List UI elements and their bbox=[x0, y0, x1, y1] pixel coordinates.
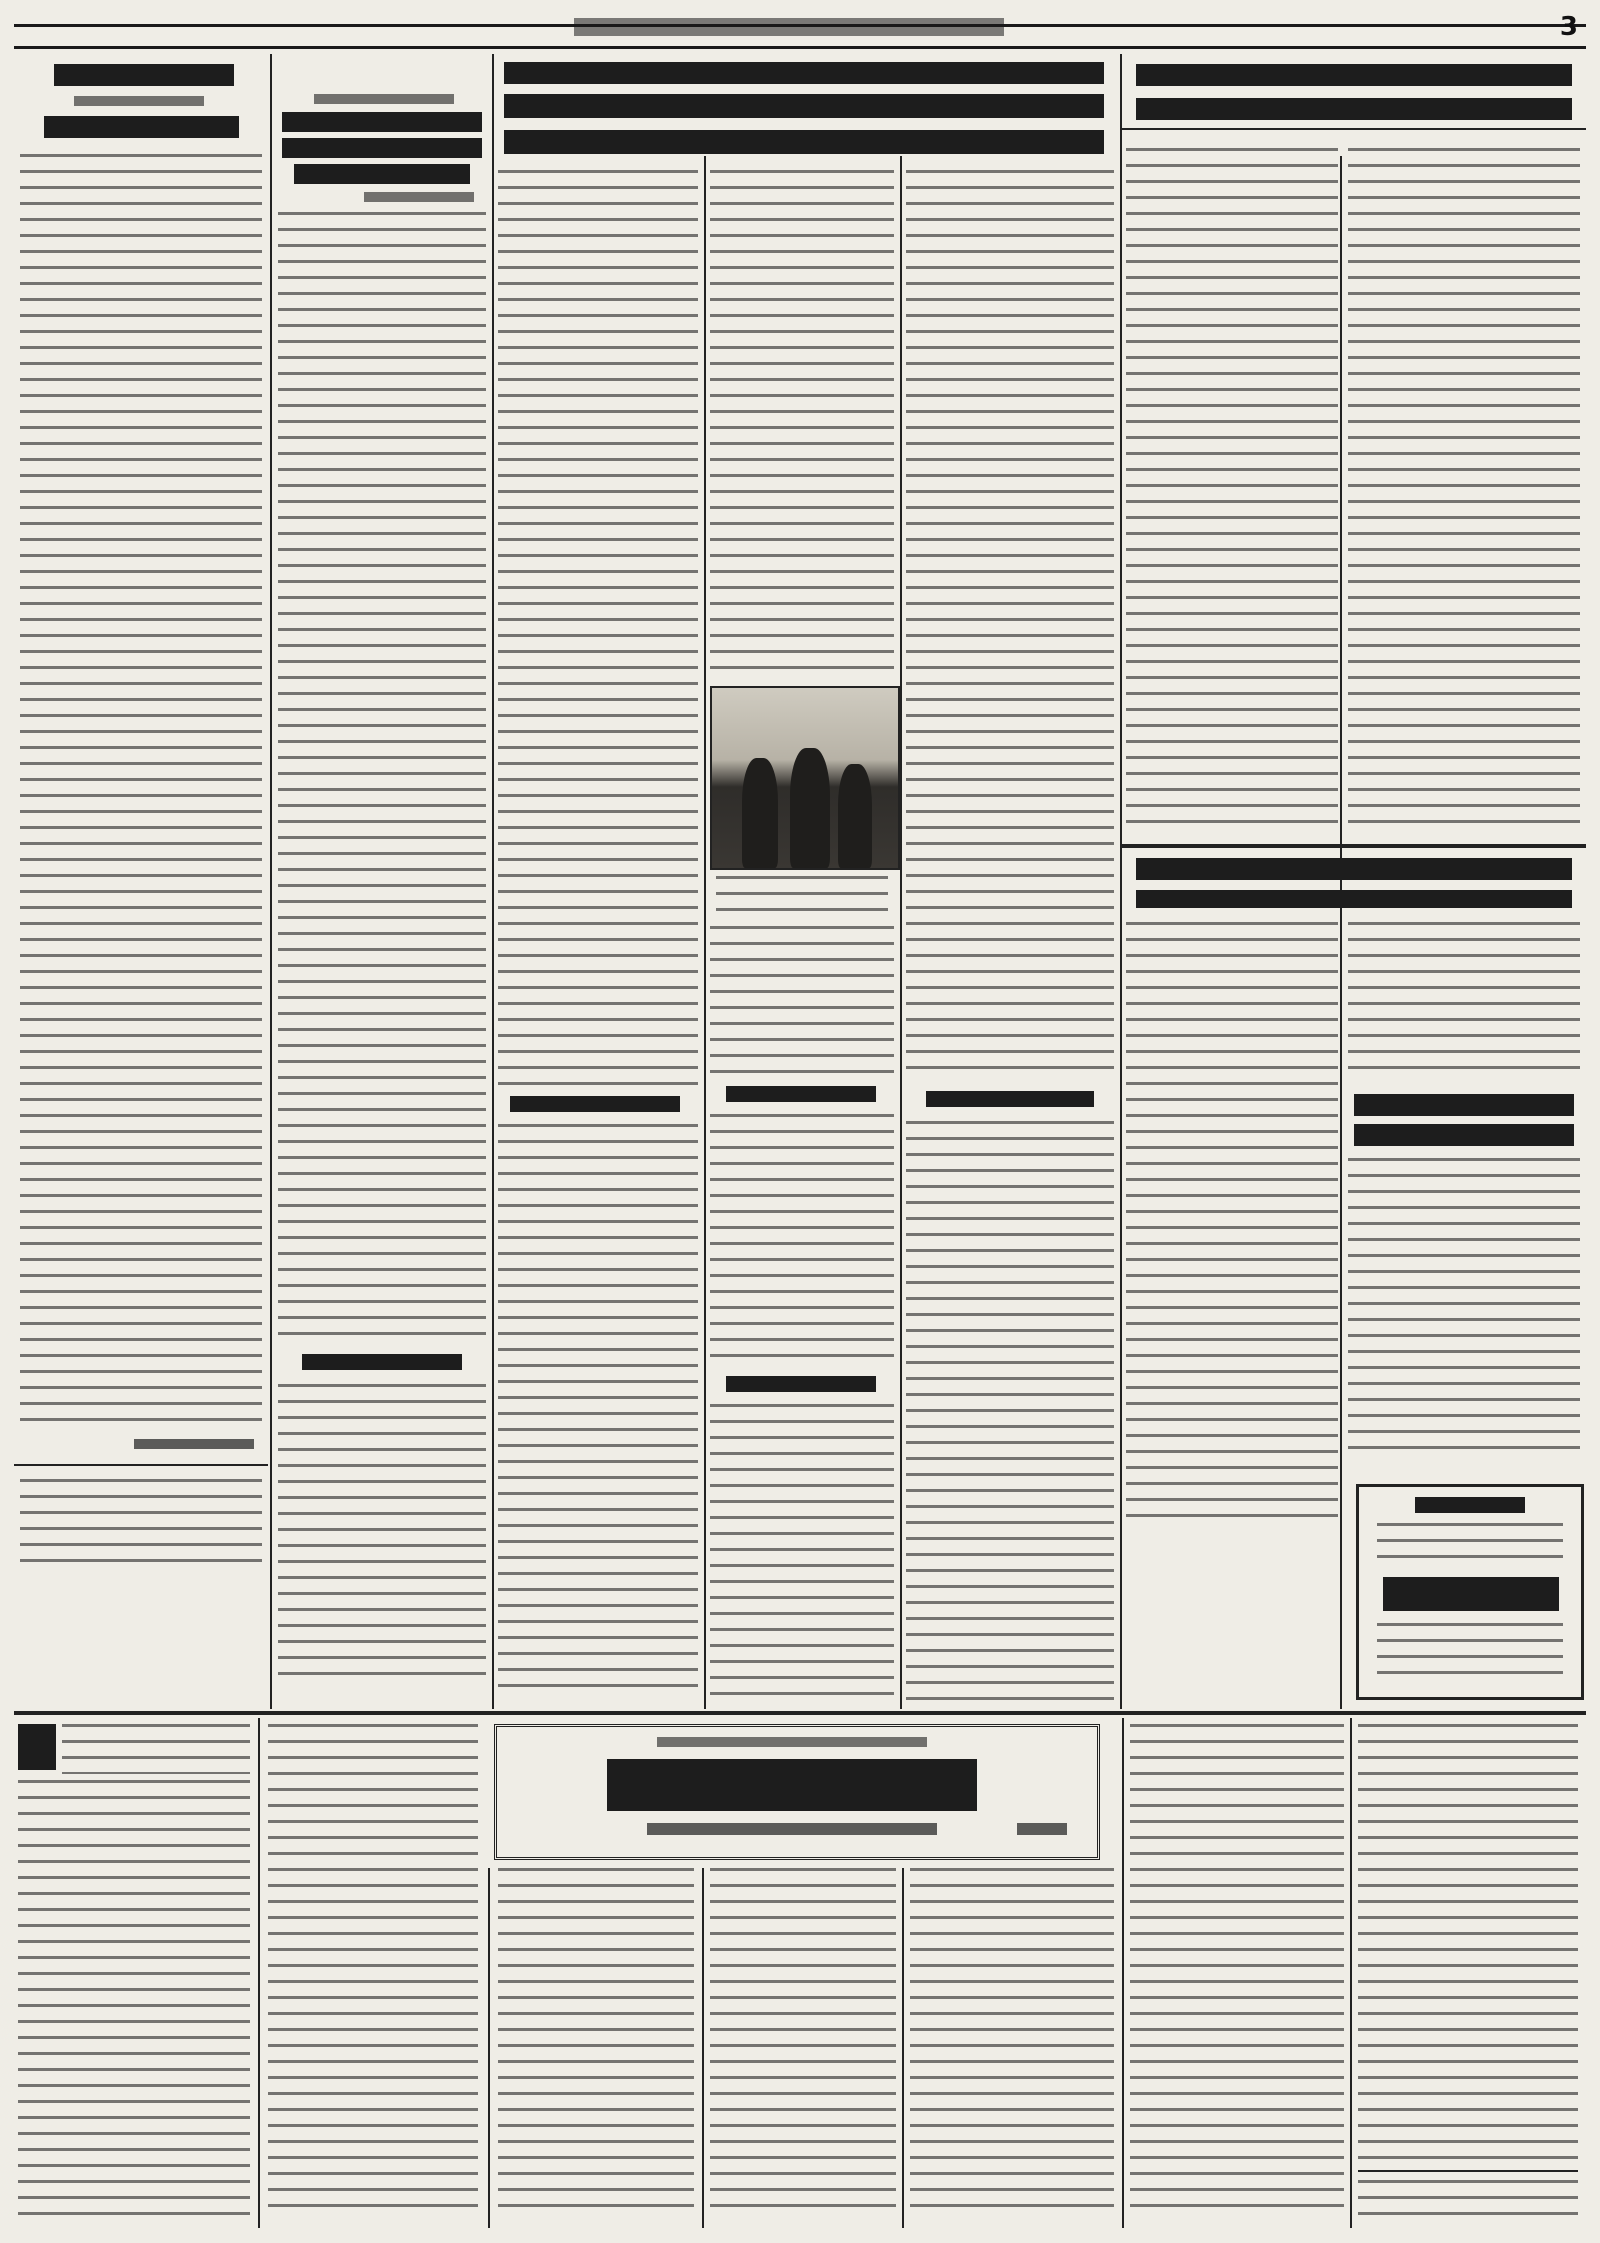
ad-text bbox=[1377, 1523, 1563, 1563]
section-heading bbox=[54, 64, 234, 86]
article-text bbox=[20, 154, 262, 1424]
headline-line bbox=[504, 130, 1104, 154]
headline-line bbox=[504, 62, 1104, 84]
photo-figure bbox=[838, 764, 872, 868]
subheading bbox=[510, 1096, 680, 1112]
photo-caption bbox=[716, 876, 888, 916]
divider bbox=[1122, 128, 1586, 130]
divider bbox=[1122, 844, 1586, 848]
serial-kicker bbox=[657, 1737, 927, 1747]
serial-title bbox=[607, 1759, 977, 1811]
serial-story-section bbox=[14, 1718, 1586, 2234]
divider bbox=[14, 1464, 268, 1466]
article-headline bbox=[1354, 1094, 1574, 1116]
story-text bbox=[1130, 1724, 1344, 2220]
newspaper-page bbox=[14, 6, 1586, 2234]
article-headline bbox=[1354, 1124, 1574, 1146]
column-rule bbox=[1350, 1718, 1352, 2228]
article-text bbox=[1348, 148, 1580, 828]
story-text bbox=[62, 1724, 250, 1774]
column-rule bbox=[258, 1718, 260, 2228]
article-column-4 bbox=[706, 166, 898, 1706]
article-byline bbox=[364, 192, 474, 202]
divider bbox=[1358, 2170, 1578, 2172]
divider bbox=[14, 1711, 1586, 1715]
headline-line bbox=[504, 94, 1104, 118]
article-text bbox=[498, 170, 698, 1090]
banner-headline bbox=[494, 54, 1118, 164]
article-subheadline bbox=[1136, 890, 1572, 908]
serial-banner bbox=[494, 1724, 1100, 1860]
masthead-title bbox=[574, 18, 1004, 36]
article-column-5 bbox=[902, 166, 1118, 1706]
page-number: 3 bbox=[1559, 12, 1578, 42]
article-text bbox=[906, 170, 1114, 1080]
article-kicker bbox=[314, 94, 454, 104]
article-text bbox=[278, 212, 486, 1342]
serial-number bbox=[1017, 1823, 1067, 1835]
article-headline bbox=[1136, 858, 1572, 880]
column-rule bbox=[902, 1868, 904, 2228]
article-column-2 bbox=[274, 54, 490, 1709]
article-headline bbox=[282, 112, 482, 132]
ad-heading bbox=[1415, 1497, 1525, 1513]
subheading bbox=[926, 1091, 1094, 1107]
article-headline bbox=[282, 138, 482, 158]
article-headline bbox=[1136, 64, 1572, 86]
article-text bbox=[710, 1404, 894, 1699]
ad-name bbox=[1383, 1577, 1559, 1611]
article-text bbox=[710, 1114, 894, 1364]
clinic-advertisement bbox=[1356, 1484, 1584, 1700]
article-text bbox=[710, 926, 894, 1076]
notice-text bbox=[1358, 2180, 1578, 2220]
news-photo bbox=[710, 686, 900, 870]
column-rule bbox=[1122, 1718, 1124, 2228]
article-headline bbox=[1136, 98, 1572, 120]
section-subheading bbox=[74, 96, 204, 106]
article-signature bbox=[134, 1439, 254, 1449]
ad-text bbox=[1377, 1623, 1563, 1683]
article-text bbox=[906, 1121, 1114, 1701]
notice-text bbox=[20, 1479, 262, 1569]
column-rule bbox=[270, 54, 272, 1709]
article-headline bbox=[294, 164, 470, 184]
article-text bbox=[1348, 922, 1580, 1082]
masthead bbox=[14, 6, 1586, 52]
story-text bbox=[1358, 1724, 1578, 2164]
story-text bbox=[18, 1780, 250, 2220]
article-column-1 bbox=[14, 54, 268, 1709]
article-headline bbox=[44, 116, 239, 138]
story-text bbox=[498, 1868, 694, 2218]
column-rule bbox=[702, 1868, 704, 2228]
masthead-rule bbox=[14, 46, 1586, 49]
serial-author bbox=[647, 1823, 937, 1835]
photo-figure bbox=[790, 748, 830, 868]
subheading bbox=[302, 1354, 462, 1370]
story-text bbox=[268, 1724, 478, 2220]
story-text bbox=[710, 1868, 896, 2218]
article-text bbox=[1348, 1158, 1580, 1458]
photo-figure bbox=[742, 758, 778, 868]
article-text bbox=[1126, 148, 1338, 828]
story-text bbox=[910, 1868, 1114, 2218]
right-section bbox=[1122, 54, 1586, 1709]
article-text bbox=[278, 1384, 486, 1684]
drop-cap bbox=[18, 1724, 56, 1770]
subheading bbox=[726, 1086, 876, 1102]
article-text bbox=[1126, 922, 1338, 1522]
article-text bbox=[710, 170, 894, 670]
article-column-3 bbox=[494, 166, 702, 1706]
subheading bbox=[726, 1376, 876, 1392]
column-rule bbox=[488, 1868, 490, 2228]
article-text bbox=[498, 1124, 698, 1699]
